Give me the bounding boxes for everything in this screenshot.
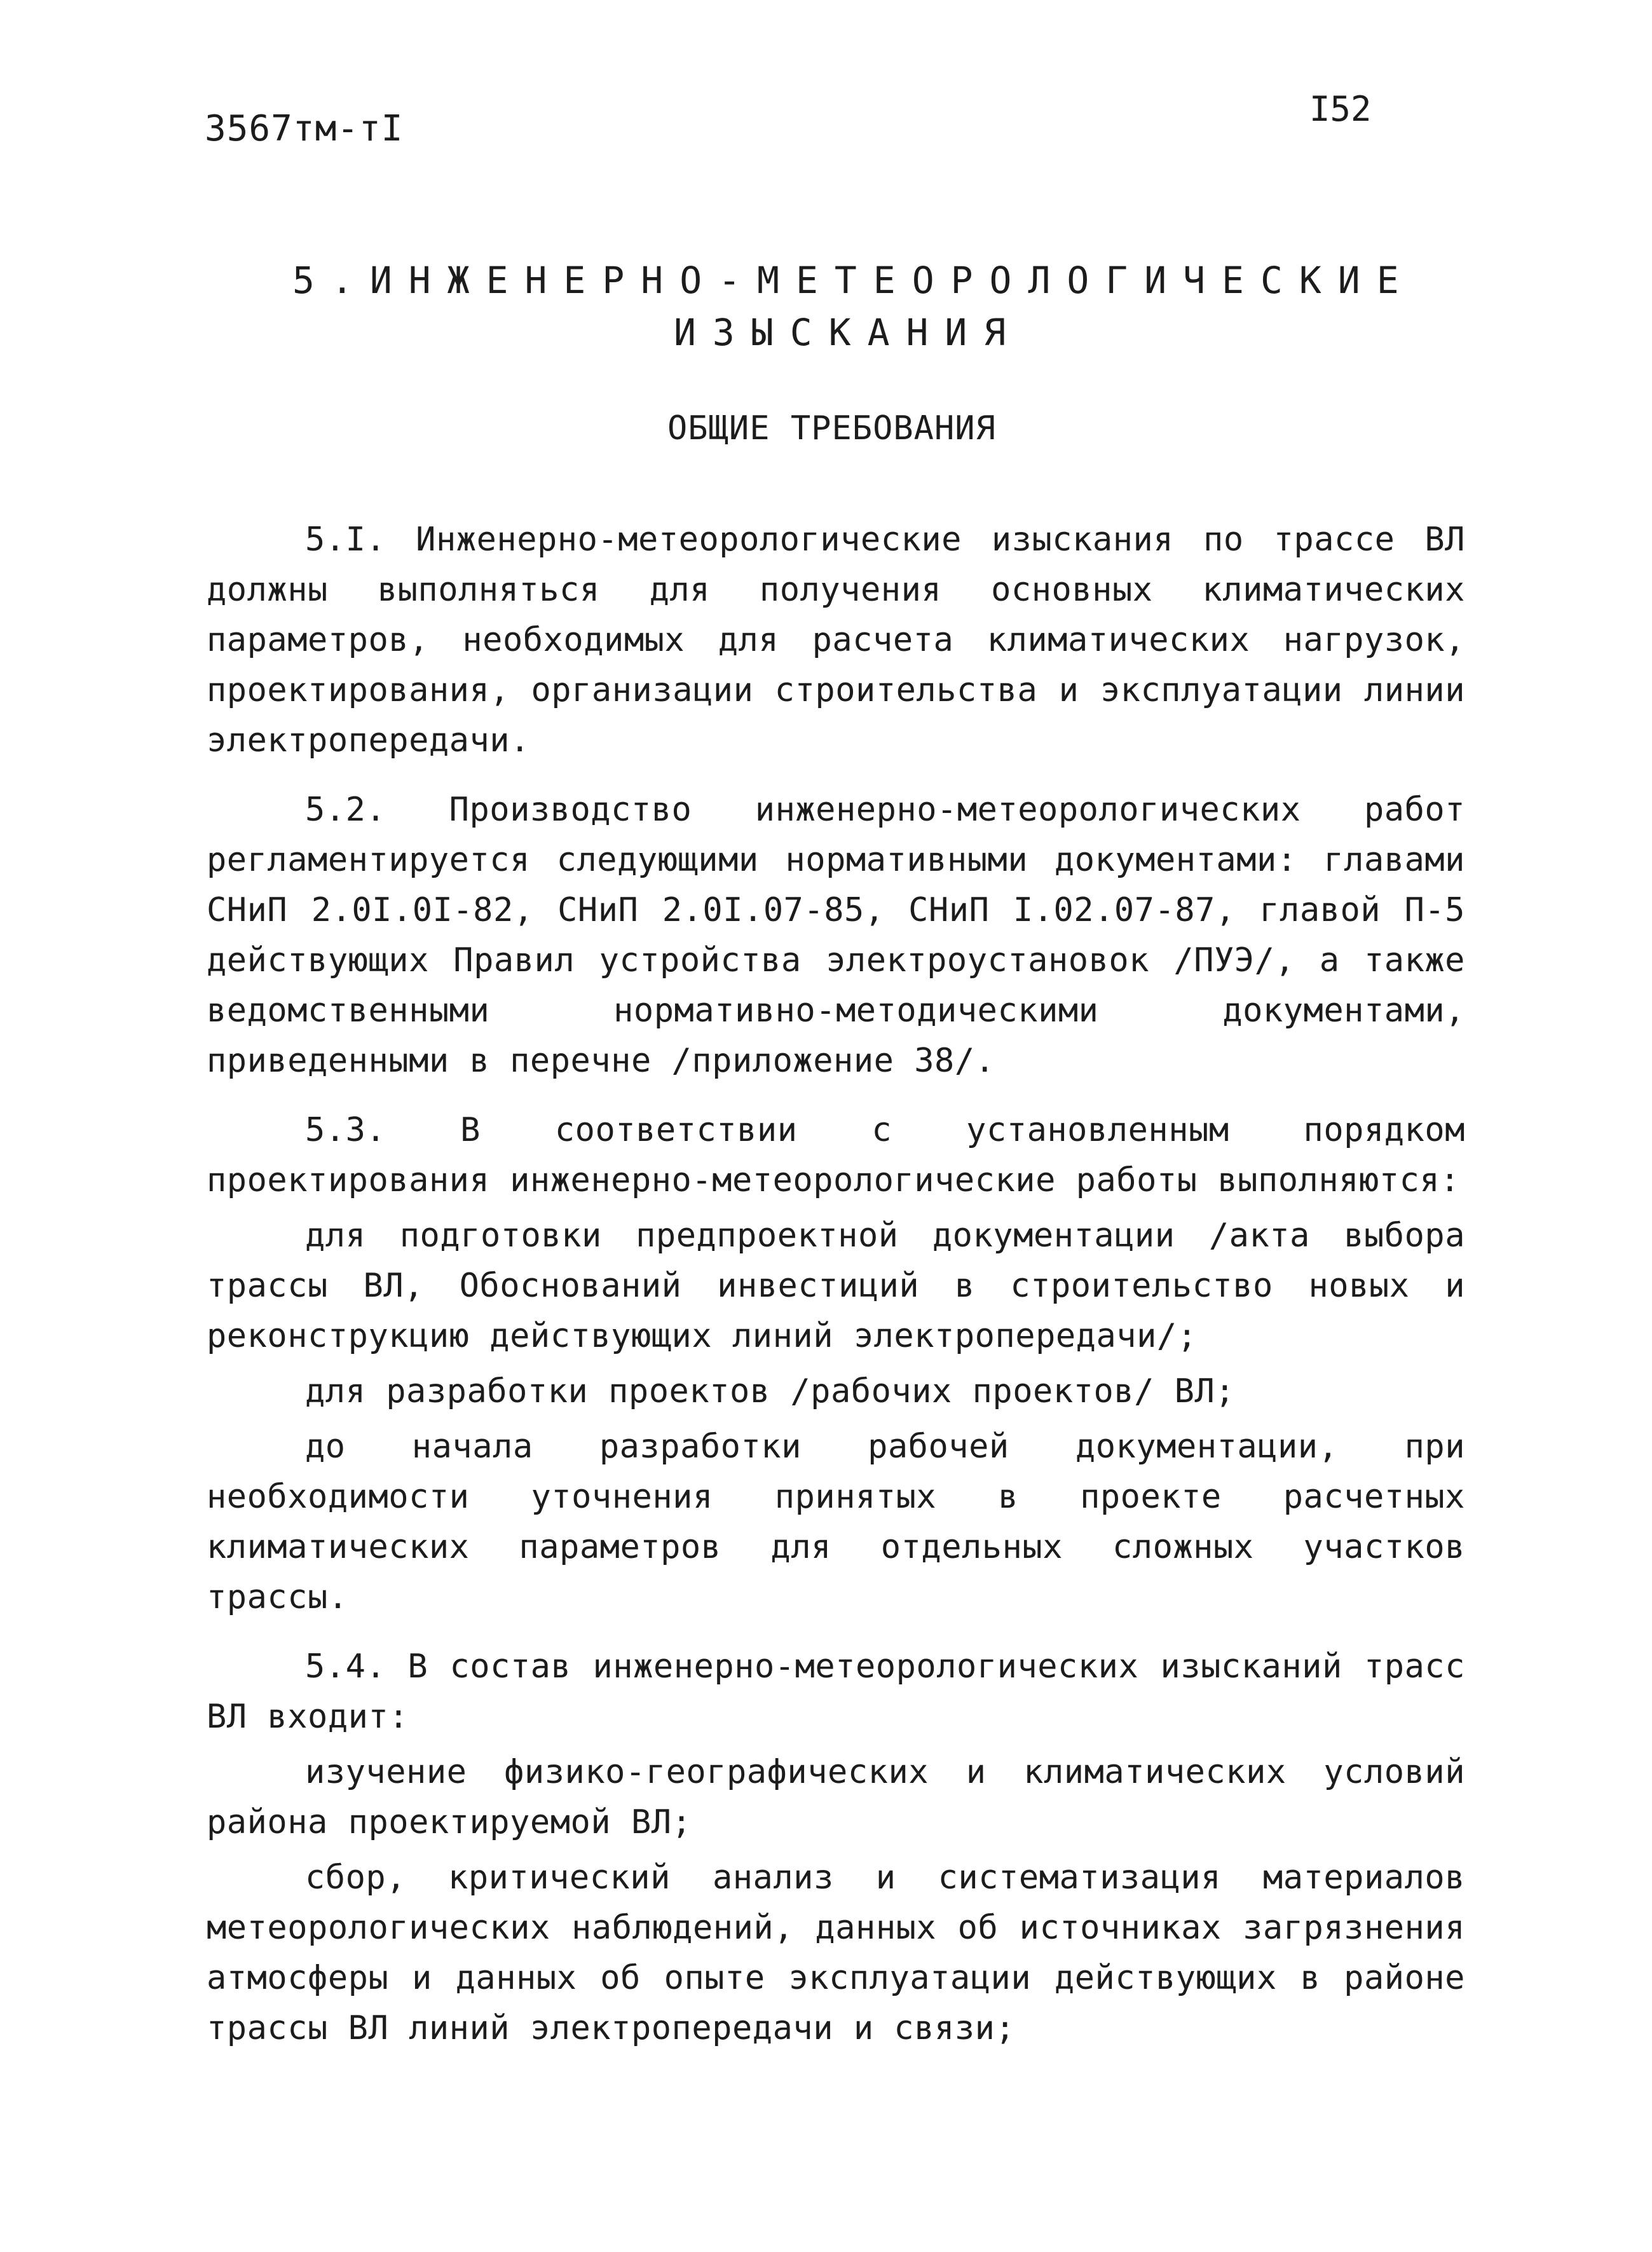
document-code: 3567тм-тI [205,108,404,149]
paragraph-5-2: 5.2. Производство инженерно-метеорологических работ регламентируется следующими нормативными документами: главами СНиП 2.0I.0I-82, СНиП 2.0I.07-85, СНиП I.02.07-87, главой П-5 действующих Правил устройства электроустановок /ПУЭ/, а также ведомственными нормативно-методическими документами, приведенными в перечне /приложение 38/. [207,791,1465,1080]
paragraph-5-4-item-a: изучение физико-географических и климатических условий района проектируемой ВЛ; [207,1753,1465,1841]
paragraph-5-3-item-a: для подготовки предпроектной документации /акта выбора трассы ВЛ, Обоснований инвестиций в строительство новых и реконструкцию действующих линий электропередачи/; [207,1217,1465,1355]
paragraph-5-4: 5.4. В состав инженерно-метеорологических изысканий трасс ВЛ входит: [207,1648,1465,1736]
paragraph-5-4-item-b: сбор, критический анализ и систематизация материалов метеорологических наблюдений, данных об источниках загрязнения атмосферы и данных об опыте эксплуатации действующих в районе трассы ВЛ линий электропередачи и связи; [207,1859,1465,2047]
paragraph-5-3: 5.3. В соответствии с установленным порядком проектирования инженерно-метеорологические работы выполняются: [207,1111,1465,1199]
subsection-title: ОБЩИЕ ТРЕБОВАНИЯ [667,409,996,447]
body-text [207,515,1465,2054]
paragraph-5-1: 5.I. Инженерно-метеорологические изыскания по трассе ВЛ должны выполняться для получения основных климатических параметров, необходимых для расчета климатических нагрузок, проектирования, организации строительства и эксплуатации линии электропередачи. [207,521,1465,760]
section-title-line-2: ИЗЫСКАНИЯ [674,311,1023,354]
paragraph-5-3-item-b: для разработки проектов /рабочих проектов/ ВЛ; [305,1372,1236,1410]
section-title-line-1: 5.ИНЖЕНЕРНО-МЕТЕОРОЛОГИЧЕСКИЕ [292,259,1416,302]
section-title [292,254,1437,358]
paragraph-5-3-item-c: до начала разработки рабочей документации, при необходимости уточнения принятых в проекте расчетных климатических параметров для отдельных сложных участков трассы. [207,1428,1465,1616]
page-number: I52 [1309,89,1372,129]
